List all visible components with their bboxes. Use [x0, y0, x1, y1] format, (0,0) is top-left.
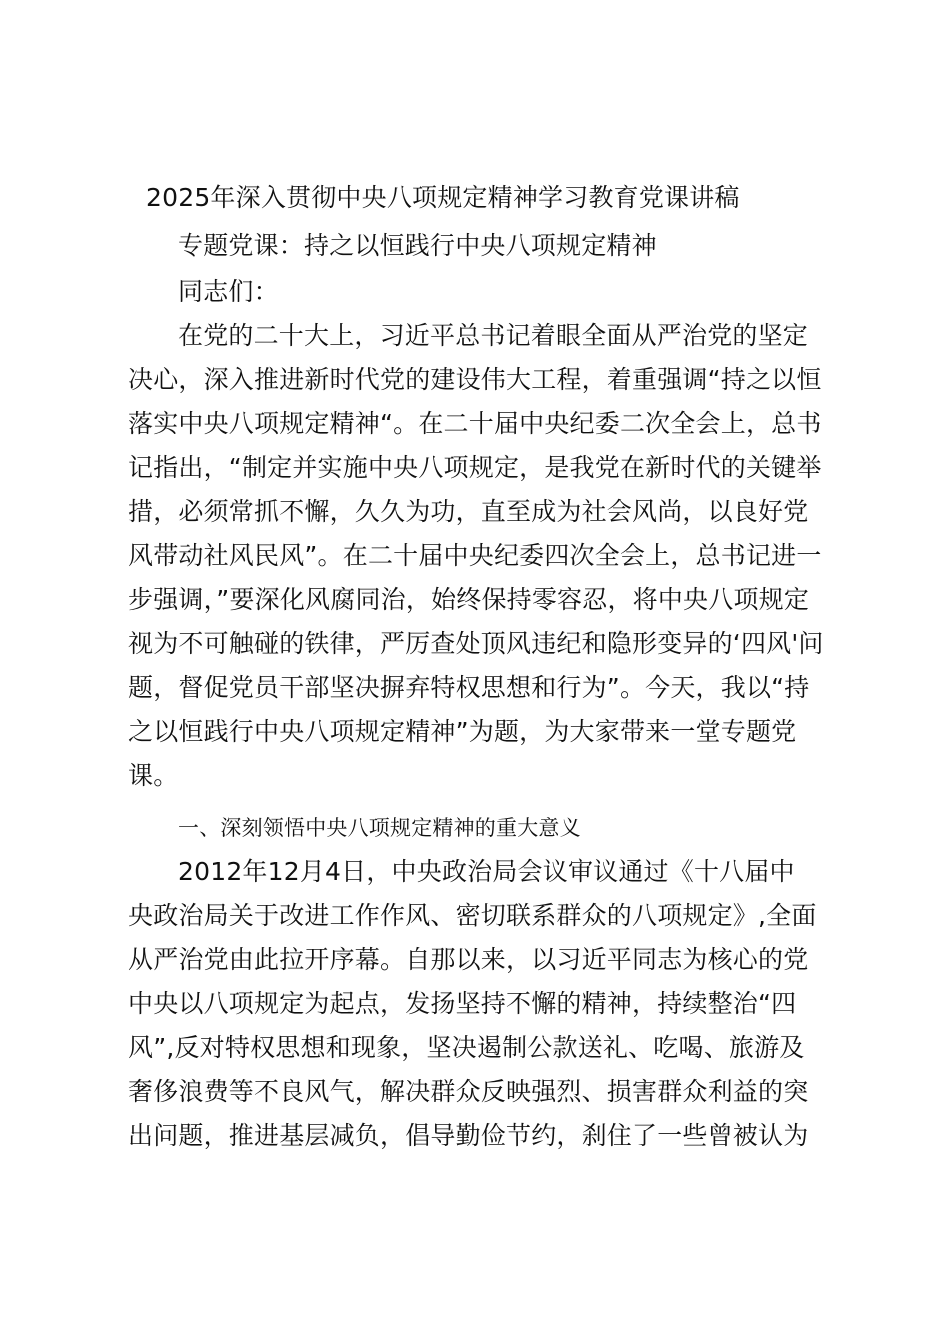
paragraph-line: 落实中央八项规定精神“。在二十届中央纪委二次全会上，总书: [128, 409, 822, 438]
paragraph-line: 措，必须常抓不懈，久久为功，直至成为社会风尚，以良好党: [128, 497, 809, 526]
paragraph-line: 决心，深入推进新时代党的建设伟大工程，着重强调“持之以恒: [128, 365, 822, 394]
paragraph-line: 风带动社风民风”。在二十届中央纪委四次全会上，总书记进一: [128, 541, 822, 570]
paragraph-line: 在党的二十大上，习近平总书记着眼全面从严治党的坚定: [178, 321, 809, 350]
salutation: 同志们：: [178, 277, 279, 306]
paragraph-line: 视为不可触碰的铁律，严厉查处顶风违纪和隐形变异的‘四风'问: [128, 629, 824, 658]
paragraph-line: 风”,反对特权思想和现象，坚决遏制公款送礼、吃喝、旅游及: [128, 1033, 805, 1062]
paragraph-line: 课。: [128, 761, 179, 790]
paragraph-line: 中央以八项规定为起点，发扬坚持不懈的精神，持续整治“四: [128, 989, 797, 1018]
paragraph-line: 记指出，“制定并实施中央八项规定，是我党在新时代的关键举: [128, 453, 822, 482]
paragraph-line: 之以恒践行中央八项规定精神”为题，为大家带来一堂专题党: [128, 717, 797, 746]
section-heading: 一、深刻领悟中央八项规定精神的重大意义: [178, 816, 581, 840]
paragraph-line: 步强调，”要深化风腐同治，始终保持零容忍，将中央八项规定: [128, 585, 810, 614]
paragraph-line: 题，督促党员干部坚决摒弃特权思想和行为”。今天，我以“持: [128, 673, 810, 702]
paragraph-line: 2012年12月4日，中央政治局会议审议通过《十八届中: [178, 857, 795, 886]
document-subtitle: 专题党课：持之以恒践行中央八项规定精神: [178, 231, 657, 260]
paragraph-line: 央政治局关于改进工作作风、密切联系群众的八项规定》,全面: [128, 901, 817, 930]
paragraph-line: 奢侈浪费等不良风气，解决群众反映强烈、损害群众利益的突: [128, 1077, 809, 1106]
paragraph-line: 从严治党由此拉开序幕。自那以来，以习近平同志为核心的党: [128, 945, 809, 974]
document-title: 2025年深入贯彻中央八项规定精神学习教育党课讲稿: [146, 183, 740, 212]
paragraph-line: 出问题，推进基层减负，倡导勤俭节约，刹住了一些曾被认为: [128, 1121, 809, 1150]
